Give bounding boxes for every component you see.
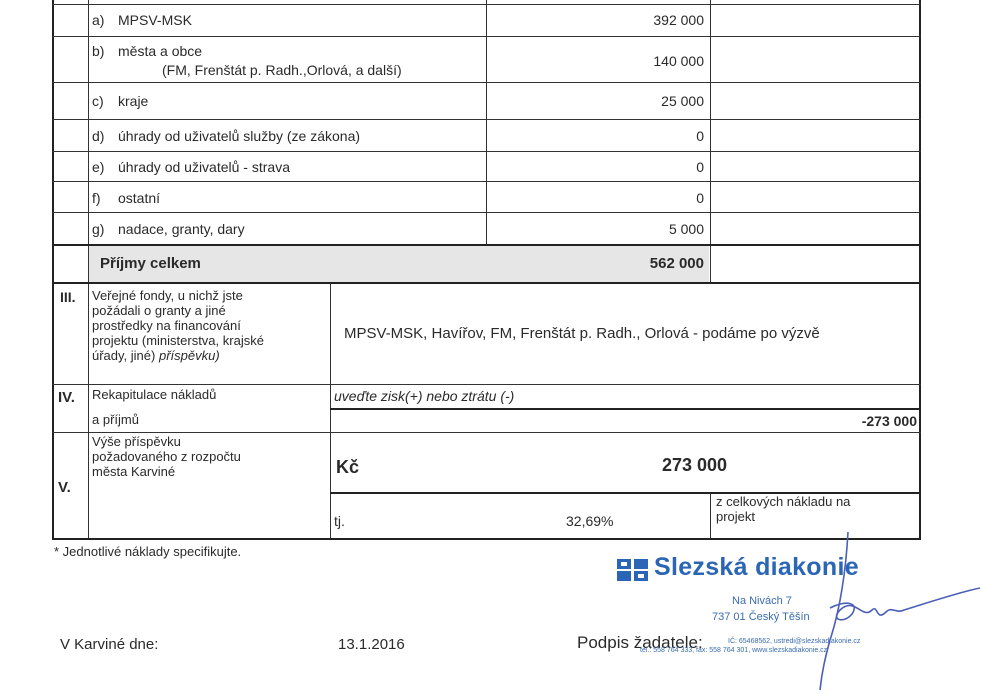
requested-amount: 273 000 [662, 455, 728, 475]
section-label-second-line: a příjmů [92, 412, 139, 427]
table-left-border [52, 0, 54, 540]
percent-note: z celkových nákladu na projekt [716, 494, 851, 524]
section-label: Veřejné fondy, u nichž jste požádali o granty a jiné prostředky na financování projektu (ministerstva, krajské úřady, jiné) příspěvku) [92, 288, 264, 363]
row-value: 392 000 [653, 12, 704, 28]
table-bottom-border [52, 538, 921, 540]
stamp-contact: IČ: 65468562, ustredi@slezskadiakonie.cz [728, 638, 861, 645]
row-value: 5 000 [668, 221, 704, 237]
diakonie-logo-icon [616, 557, 650, 583]
footnote: * Jednotlivé náklady specifikujte. [54, 544, 242, 559]
table-right-border [919, 0, 921, 540]
row-value: 0 [696, 159, 704, 175]
place-date-label: V Karviné dne: [60, 636, 159, 653]
row-label-second-line: (FM, Frenštát p. Radh.,Orlová, a další) [162, 62, 402, 78]
stamp-city: 737 01 Český Těšín [712, 611, 810, 623]
section-label: Výše příspěvku požadovaného z rozpočtu města Karviné [92, 434, 241, 479]
row-label: ostatní [118, 190, 161, 206]
stamp-org-name: Slezská diakonie [654, 553, 859, 581]
row-value: 140 000 [653, 53, 704, 69]
row-letter: b) [92, 43, 105, 59]
row-letter: f) [92, 190, 101, 206]
funds-value: MPSV-MSK, Havířov, FM, Frenštát p. Radh., Orlová - podáme po výzvě [344, 325, 820, 342]
row-label: MPSV-MSK [118, 12, 192, 28]
row-letter: g) [92, 221, 105, 237]
row-label: kraje [118, 93, 149, 109]
handwritten-signature [800, 530, 983, 694]
total-label: Příjmy celkem [100, 255, 201, 272]
stamp-street: Na Nivách 7 [732, 595, 792, 607]
row-label: úhrady od uživatelů služby (ze zákona) [118, 128, 361, 144]
row-letter: a) [92, 12, 105, 28]
row-label: úhrady od uživatelů - strava [118, 159, 290, 175]
section-number: V. [58, 479, 71, 496]
row-value: 0 [696, 190, 704, 206]
row-label: města a obce [118, 43, 203, 59]
section-label: Rekapitulace nákladů [92, 387, 217, 402]
row-letter: c) [92, 93, 104, 109]
tj-label: tj. [334, 513, 345, 529]
row-label: nadace, granty, dary [118, 221, 245, 237]
row-value: 0 [696, 128, 704, 144]
section-number: III. [60, 289, 76, 305]
currency-label: Kč [336, 457, 360, 477]
section-number: IV. [58, 389, 75, 406]
profit-loss-hint: uveďte zisk(+) nebo ztrátu (-) [334, 388, 515, 404]
percent-value: 32,69% [566, 513, 614, 529]
total-value: 562 000 [649, 255, 704, 272]
profit-loss-value: -273 000 [861, 413, 917, 429]
stamp-contact-second: tel.: 558 764 333, fax: 558 764 301, www.slezskadiakonie.cz [640, 647, 828, 654]
row-letter: d) [92, 128, 105, 144]
row-letter: e) [92, 159, 105, 175]
signature-label: Podpis žadatele: [577, 633, 703, 652]
date-value: 13.1.2016 [338, 636, 405, 653]
row-value: 25 000 [661, 93, 704, 109]
